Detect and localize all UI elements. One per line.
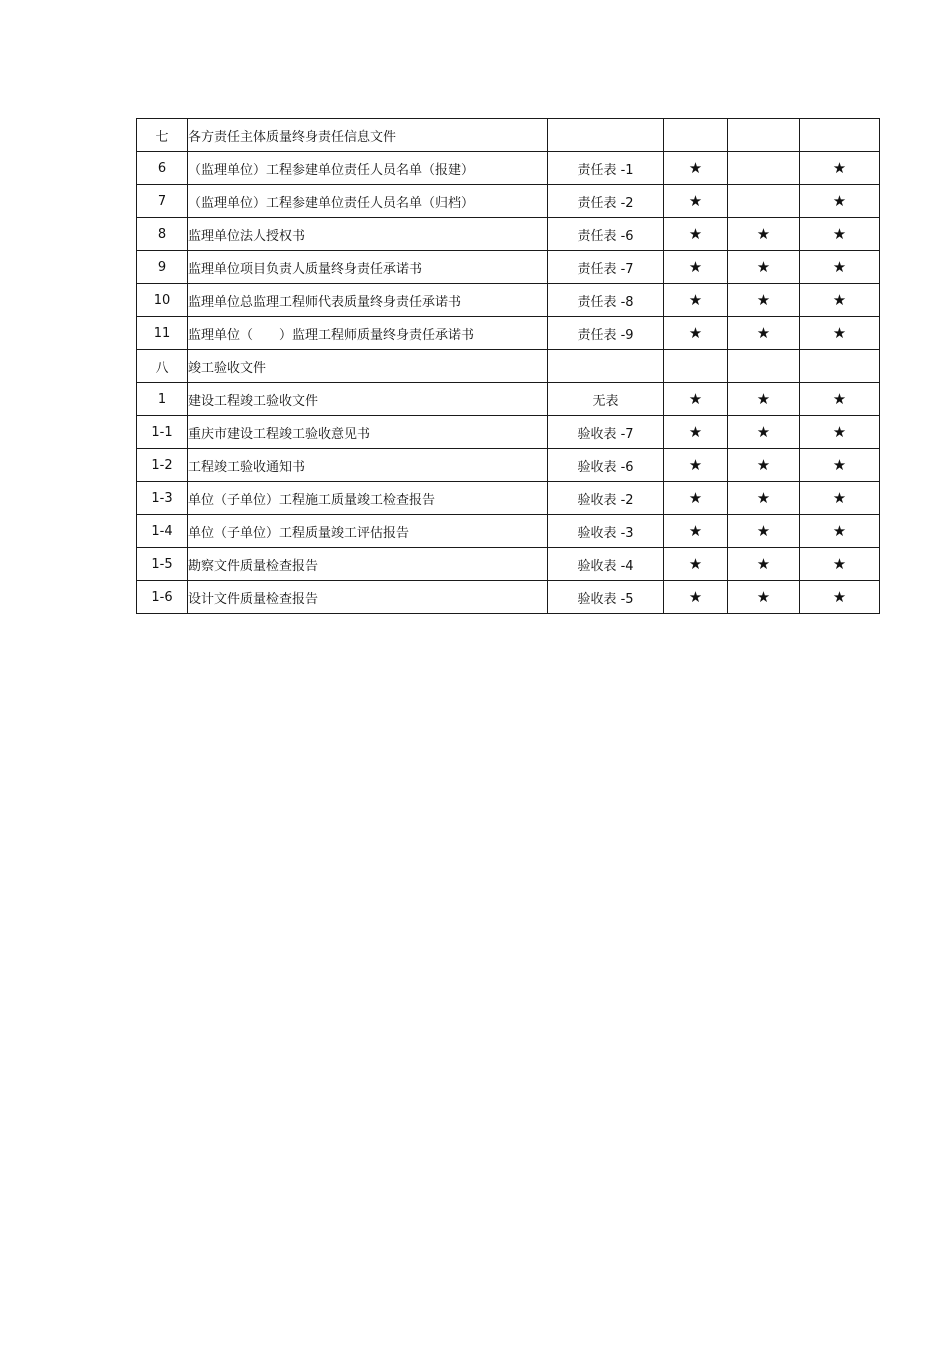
form-code: 验收表 -3: [548, 515, 664, 548]
mark-col-3: ★: [800, 152, 880, 185]
document-table: [136, 118, 880, 614]
document-name: 监理单位总监理工程师代表质量终身责任承诺书: [188, 284, 548, 317]
form-code: 责任表 -2: [548, 185, 664, 218]
mark-col-1: ★: [664, 251, 728, 284]
form-code: [548, 350, 664, 383]
document-name: 单位（子单位）工程质量竣工评估报告: [188, 515, 548, 548]
mark-col-3: ★: [800, 416, 880, 449]
mark-col-2: ★: [728, 449, 800, 482]
row-number: 八: [137, 350, 188, 383]
row-number: 9: [137, 251, 188, 284]
mark-col-2: ★: [728, 218, 800, 251]
mark-col-3: ★: [800, 482, 880, 515]
table-row: [137, 251, 880, 284]
mark-col-2: ★: [728, 548, 800, 581]
mark-col-2: ★: [728, 317, 800, 350]
mark-col-1: ★: [664, 152, 728, 185]
row-number: 七: [137, 119, 188, 152]
mark-col-3: ★: [800, 548, 880, 581]
mark-col-1: [664, 119, 728, 152]
document-name: 勘察文件质量检查报告: [188, 548, 548, 581]
table-row: [137, 416, 880, 449]
mark-col-2: ★: [728, 515, 800, 548]
form-code: 责任表 -7: [548, 251, 664, 284]
form-code: 验收表 -6: [548, 449, 664, 482]
mark-col-1: ★: [664, 284, 728, 317]
table-row: [137, 482, 880, 515]
document-name: 设计文件质量检查报告: [188, 581, 548, 614]
mark-col-1: ★: [664, 548, 728, 581]
section-row: [137, 350, 880, 383]
mark-col-2: [728, 350, 800, 383]
document-name: 建设工程竣工验收文件: [188, 383, 548, 416]
document-name: 各方责任主体质量终身责任信息文件: [188, 119, 548, 152]
mark-col-2: ★: [728, 482, 800, 515]
table-row: [137, 515, 880, 548]
table-row: [137, 317, 880, 350]
row-number: 1-6: [137, 581, 188, 614]
mark-col-3: ★: [800, 284, 880, 317]
table-body: [137, 119, 880, 614]
mark-col-3: ★: [800, 581, 880, 614]
table-row: [137, 581, 880, 614]
row-number: 8: [137, 218, 188, 251]
mark-col-1: ★: [664, 416, 728, 449]
form-code: 责任表 -8: [548, 284, 664, 317]
form-code: 责任表 -1: [548, 152, 664, 185]
mark-col-2: ★: [728, 416, 800, 449]
mark-col-1: ★: [664, 515, 728, 548]
mark-col-1: ★: [664, 317, 728, 350]
document-name: 竣工验收文件: [188, 350, 548, 383]
table-row: [137, 449, 880, 482]
form-code: 验收表 -5: [548, 581, 664, 614]
row-number: 1-2: [137, 449, 188, 482]
mark-col-2: [728, 152, 800, 185]
row-number: 6: [137, 152, 188, 185]
mark-col-2: ★: [728, 581, 800, 614]
document-name: 监理单位项目负责人质量终身责任承诺书: [188, 251, 548, 284]
document-name: 监理单位（ ）监理工程师质量终身责任承诺书: [188, 317, 548, 350]
mark-col-2: ★: [728, 383, 800, 416]
document-name: 单位（子单位）工程施工质量竣工检查报告: [188, 482, 548, 515]
mark-col-3: [800, 119, 880, 152]
mark-col-1: ★: [664, 449, 728, 482]
mark-col-3: ★: [800, 317, 880, 350]
table-row: [137, 548, 880, 581]
row-number: 1: [137, 383, 188, 416]
mark-col-2: [728, 185, 800, 218]
row-number: 1-5: [137, 548, 188, 581]
mark-col-3: ★: [800, 449, 880, 482]
table-row: [137, 152, 880, 185]
row-number: 1-4: [137, 515, 188, 548]
form-code: 责任表 -9: [548, 317, 664, 350]
mark-col-1: [664, 350, 728, 383]
mark-col-1: ★: [664, 383, 728, 416]
document-name: （监理单位）工程参建单位责任人员名单（报建）: [188, 152, 548, 185]
mark-col-3: ★: [800, 251, 880, 284]
table-row: [137, 383, 880, 416]
document-name: （监理单位）工程参建单位责任人员名单（归档）: [188, 185, 548, 218]
table-row: [137, 284, 880, 317]
row-number: 1-1: [137, 416, 188, 449]
form-code: 无表: [548, 383, 664, 416]
mark-col-3: ★: [800, 383, 880, 416]
form-code: 责任表 -6: [548, 218, 664, 251]
row-number: 7: [137, 185, 188, 218]
form-code: 验收表 -4: [548, 548, 664, 581]
document-name: 工程竣工验收通知书: [188, 449, 548, 482]
mark-col-2: ★: [728, 251, 800, 284]
document-name: 监理单位法人授权书: [188, 218, 548, 251]
mark-col-3: ★: [800, 515, 880, 548]
form-code: 验收表 -2: [548, 482, 664, 515]
table-row: [137, 185, 880, 218]
mark-col-1: ★: [664, 218, 728, 251]
mark-col-2: [728, 119, 800, 152]
mark-col-3: ★: [800, 185, 880, 218]
table-row: [137, 218, 880, 251]
mark-col-1: ★: [664, 482, 728, 515]
form-code: [548, 119, 664, 152]
mark-col-3: [800, 350, 880, 383]
mark-col-1: ★: [664, 581, 728, 614]
row-number: 11: [137, 317, 188, 350]
mark-col-1: ★: [664, 185, 728, 218]
section-row: [137, 119, 880, 152]
document-name: 重庆市建设工程竣工验收意见书: [188, 416, 548, 449]
mark-col-2: ★: [728, 284, 800, 317]
form-code: 验收表 -7: [548, 416, 664, 449]
row-number: 10: [137, 284, 188, 317]
row-number: 1-3: [137, 482, 188, 515]
mark-col-3: ★: [800, 218, 880, 251]
